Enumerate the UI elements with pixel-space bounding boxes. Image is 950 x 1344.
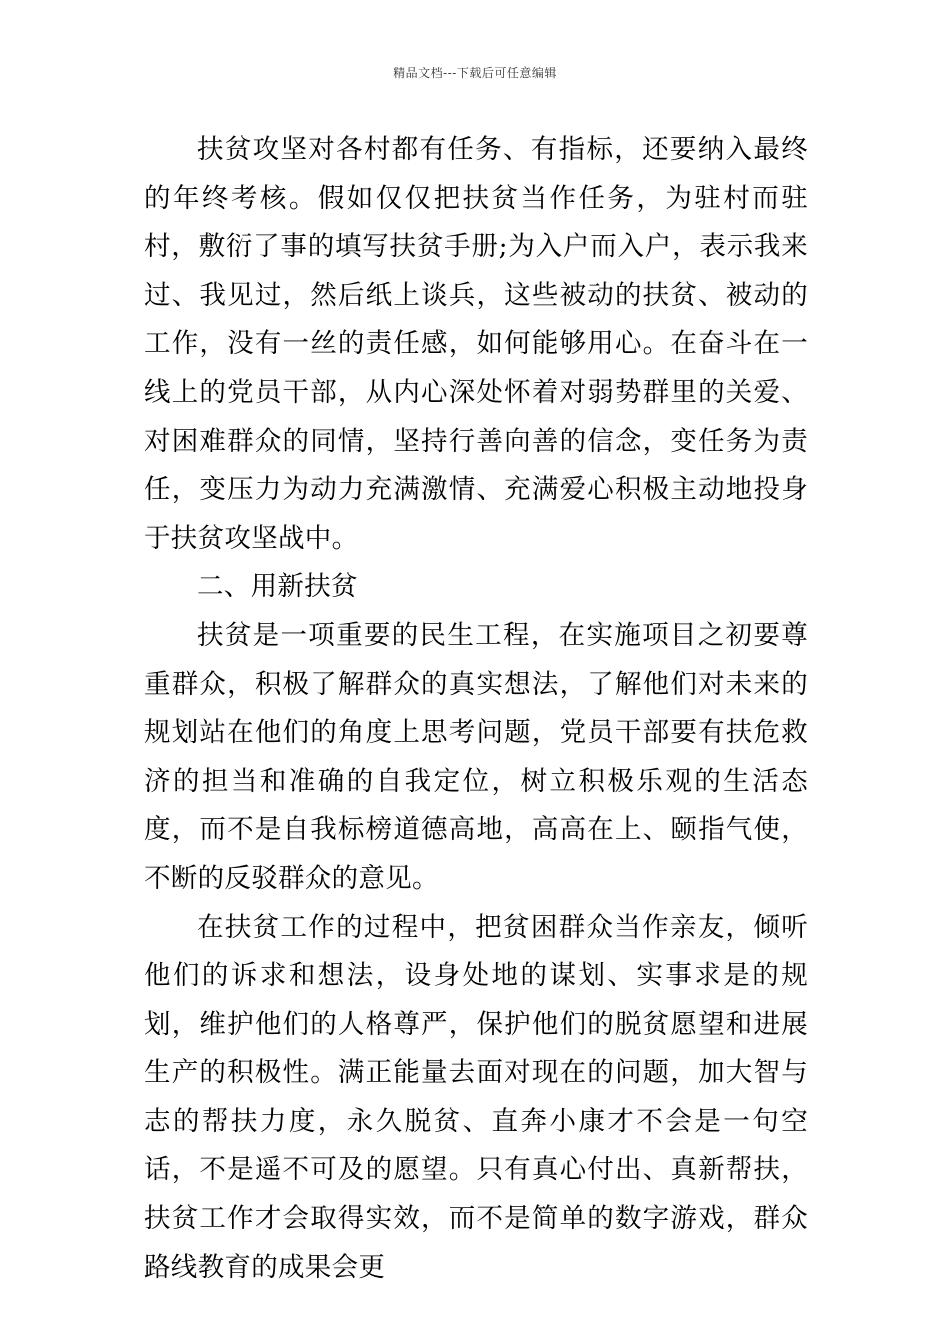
body-paragraph: 在扶贫工作的过程中，把贫困群众当作亲友，倾听他们的诉求和想法，设身处地的谋划、实事求是的规划，维护他们的人格尊严，保护他们的脱贫愿望和进展生产的积极性。满正能量去面对现在的问题，加大智与志的帮扶力度，永久脱贫、直奔小康才不会是一句空话，不是遥不可及的愿望。只有真心付出、真新帮扶，扶贫工作才会取得实效，而不是简单的数字游戏，群众路线教育的成果会更 xyxy=(144,911,808,1283)
document-body xyxy=(144,126,808,1292)
section-heading: 二、用新扶贫 xyxy=(197,571,358,603)
body-paragraph: 扶贫是一项重要的民生工程，在实施项目之初要尊重群众，积极了解群众的真实想法，了解他们对未来的规划站在他们的角度上思考问题，党员干部要有扶危救济的担当和准确的自我定位，树立积极乐观的生活态度，而不是自我标榜道德高地，高高在上、颐指气使，不断的反驳群众的意见。 xyxy=(144,619,808,894)
body-paragraph: 扶贫攻坚对各村都有任务、有指标，还要纳入最终的年终考核。假如仅仅把扶贫当作任务，为驻村而驻村，敷衍了事的填写扶贫手册;为入户而入户，表示我来过、我见过，然后纸上谈兵，这些被动的扶贫、被动的工作，没有一丝的责任感，如何能够用心。在奋斗在一线上的党员干部，从内心深处怀着对弱势群里的关爱、对困难群众的同情，坚持行善向善的信念，变任务为责任，变压力为动力充满激情、充满爱心积极主动地投身于扶贫攻坚战中。 xyxy=(144,134,808,554)
page-header: 精品文档---下载后可任意编辑 xyxy=(393,66,557,80)
